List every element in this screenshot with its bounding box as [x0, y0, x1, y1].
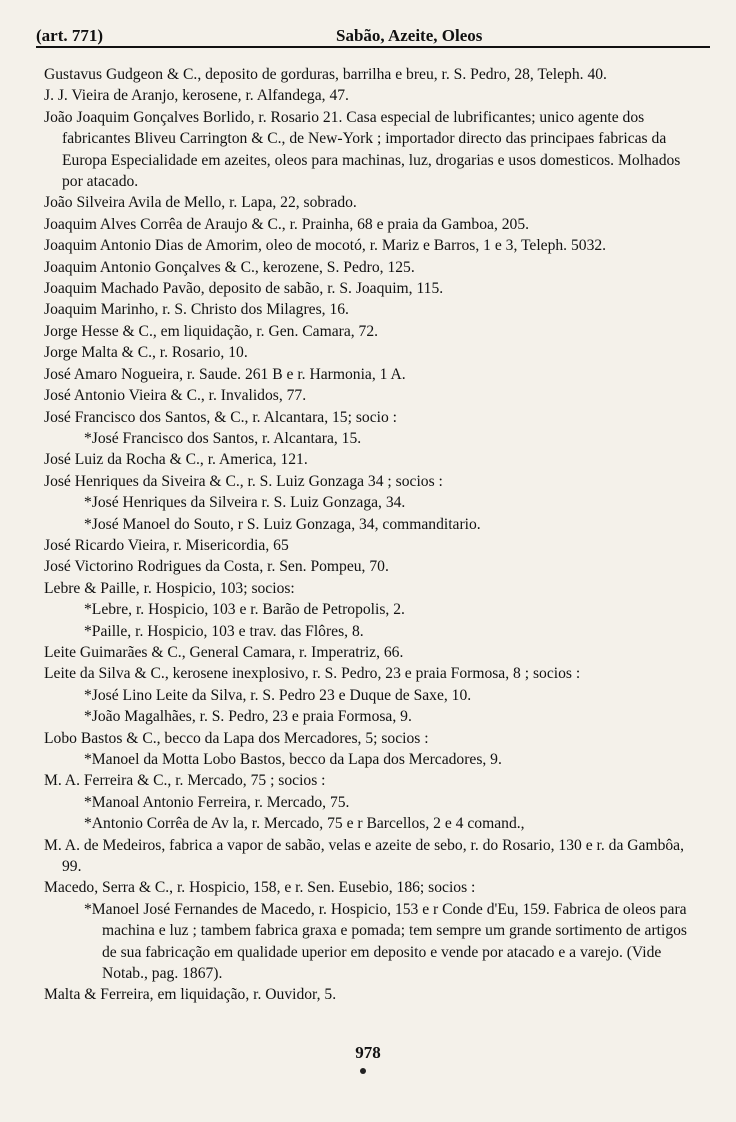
business-entry: José Luiz da Rocha & C., r. America, 121. — [44, 451, 308, 469]
business-entry: Joaquim Alves Corrêa de Araujo & C., r. Prainha, 68 e praia da Gamboa, 205. — [44, 215, 530, 233]
business-entry: Leite da Silva & C., kerosene inexplosivo, r. S. Pedro, 23 e praia Formosa, 8 ; socios : — [44, 665, 581, 683]
business-entry: Lebre & Paille, r. Hospicio, 103; socios: — [44, 579, 295, 597]
business-entry: José Antonio Vieira & C., r. Invalidos, 77. — [44, 387, 307, 405]
business-entry: Lobo Bastos & C., becco da Lapa dos Mercadores, 5; socios : — [44, 729, 429, 747]
partner-entry: *José Henriques da Silveira r. S. Luiz Gonzaga, 34. — [84, 494, 406, 512]
business-entry: José Victorino Rodrigues da Costa, r. Sen. Pompeu, 70. — [44, 558, 389, 576]
business-entry: J. J. Vieira de Aranjo, kerosene, r. Alfandega, 47. — [44, 87, 349, 105]
business-entry: Joaquim Marinho, r. S. Christo dos Milagres, 16. — [44, 301, 349, 319]
business-entry: Macedo, Serra & C., r. Hospicio, 158, e r. Sen. Eusebio, 186; socios : — [44, 879, 476, 897]
section-title: Sabão, Azeite, Oleos — [336, 26, 483, 45]
business-entry: José Henriques da Siveira & C., r. S. Luiz Gonzaga 34 ; socios : — [44, 472, 443, 490]
business-entry: Malta & Ferreira, em liquidação, r. Ouvidor, 5. — [44, 986, 337, 1004]
business-entry: Leite Guimarães & C., General Camara, r. Imperatriz, 66. — [44, 643, 404, 661]
business-entry: José Francisco dos Santos, & C., r. Alcantara, 15; socio : — [44, 408, 397, 426]
business-entry: João Silveira Avila de Mello, r. Lapa, 22, sobrado. — [44, 194, 357, 212]
article-reference: (art. 771) — [36, 26, 104, 45]
directory-entries — [44, 64, 696, 1006]
business-entry: José Amaro Nogueira, r. Saude. 261 B e r. Harmonia, 1 A. — [44, 365, 406, 383]
partner-entry: *Paille, r. Hospicio, 103 e trav. das Flôres, 8. — [84, 622, 364, 640]
business-entry: José Ricardo Vieira, r. Misericordia, 65 — [44, 536, 289, 554]
partner-entry: *José Francisco dos Santos, r. Alcantara, 15. — [84, 429, 362, 447]
partner-entry: *Lebre, r. Hospicio, 103 e r. Barão de Petropolis, 2. — [84, 601, 405, 619]
partner-entry: *José Manoel do Souto, r S. Luiz Gonzaga, 34, commanditario. — [84, 515, 481, 533]
partner-entry: *Manoel José Fernandes de Macedo, r. Hospicio, 153 e r Conde d'Eu, 159. Fabrica de oleos para machina e luz ; tambem fabrica graxa e pomada; tem sempre um grande sortimento de artigos de sua fabricação em qualidade uperior em deposito e vende por atacado e a varejo. (Vide Notab., pag. 1867). — [84, 900, 687, 983]
partner-entry: *José Lino Leite da Silva, r. S. Pedro 23 e Duque de Saxe, 10. — [84, 686, 472, 704]
partner-entry: *Manoel da Motta Lobo Bastos, becco da Lapa dos Mercadores, 9. — [84, 751, 502, 768]
business-entry: Jorge Malta & C., r. Rosario, 10. — [44, 344, 248, 362]
business-entry: Gustavus Gudgeon & C., deposito de gorduras, barrilha e breu, r. S. Pedro, 28, Teleph. 40. — [44, 66, 607, 83]
business-entry: Joaquim Antonio Dias de Amorim, oleo de mocotó, r. Mariz e Barros, 1 e 3, Teleph. 5032. — [44, 237, 607, 255]
business-entry: M. A. Ferreira & C., r. Mercado, 75 ; socios : — [44, 772, 326, 790]
business-entry: M. A. de Medeiros, fabrica a vapor de sabão, velas e azeite de sebo, r. do Rosario, 130 e r. da Gambôa, 99. — [44, 836, 684, 876]
partner-entry: *Antonio Corrêa de Av la, r. Mercado, 75 e r Barcellos, 2 e 4 comand., — [84, 815, 525, 833]
ornament-dot — [360, 1068, 366, 1074]
partner-entry: *Manoal Antonio Ferreira, r. Mercado, 75. — [84, 793, 350, 811]
header-rule — [36, 46, 710, 48]
page-number: 978 — [355, 1043, 381, 1062]
partner-entry: *João Magalhães, r. S. Pedro, 23 e praia Formosa, 9. — [84, 708, 412, 726]
business-entry: Joaquim Antonio Gonçalves & C., kerozene, S. Pedro, 125. — [44, 258, 415, 276]
business-entry: Jorge Hesse & C., em liquidação, r. Gen. Camara, 72. — [44, 322, 379, 340]
business-entry: Joaquim Machado Pavão, deposito de sabão, r. S. Joaquim, 115. — [44, 280, 444, 298]
business-entry: João Joaquim Gonçalves Borlido, r. Rosario 21. Casa especial de lubrificantes; unico agente dos fabricantes Bliveu Carrington & C., de New-York ; importador directo das principaes fabricas da Europa Especialidade em azeites, oleos para machinas, luz, drogarias e usos domesticos. Molhados por atacado. — [44, 108, 681, 191]
